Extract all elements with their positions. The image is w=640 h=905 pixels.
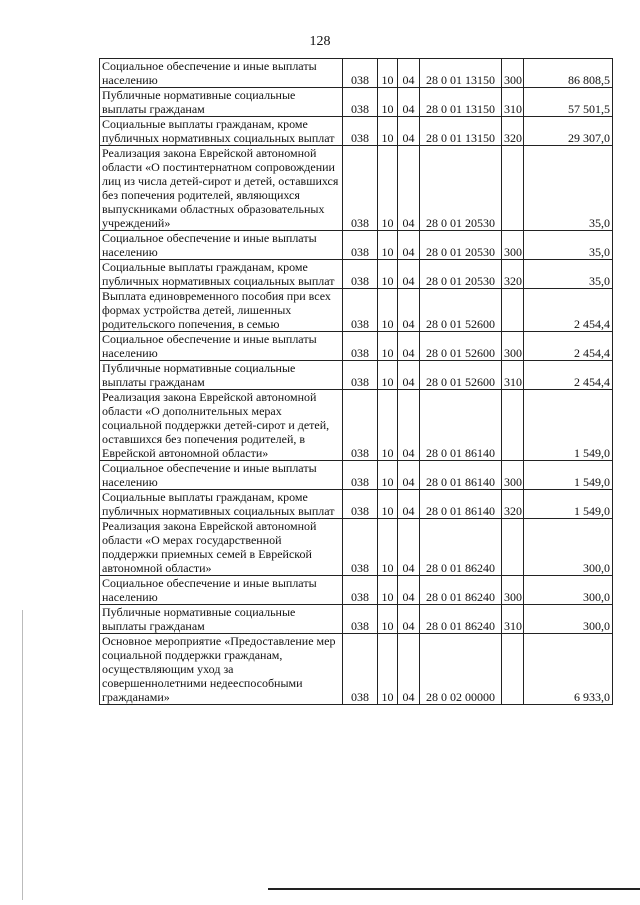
subsection-code-cell: 04 bbox=[398, 146, 420, 231]
section-code-cell: 10 bbox=[378, 289, 398, 332]
amount-cell: 1 549,0 bbox=[524, 461, 613, 490]
amount-cell: 35,0 bbox=[524, 146, 613, 231]
amount-cell: 2 454,4 bbox=[524, 332, 613, 361]
subsection-code-cell: 04 bbox=[398, 260, 420, 289]
program-code-cell: 28 0 01 52600 bbox=[420, 289, 502, 332]
table-row bbox=[100, 361, 613, 390]
expense-type-cell: 320 bbox=[502, 260, 524, 289]
budget-table bbox=[99, 58, 613, 705]
row-name-cell: Социальное обеспечение и иные выплаты населению bbox=[100, 59, 343, 88]
table-row bbox=[100, 519, 613, 576]
table-row bbox=[100, 59, 613, 88]
row-name-cell: Основное мероприятие «Предоставление мер социальной поддержки гражданам, осуществляющим уход за совершеннолетними недееспособными гражданами» bbox=[100, 634, 343, 705]
subsection-code-cell: 04 bbox=[398, 519, 420, 576]
row-name-cell: Публичные нормативные социальные выплаты гражданам bbox=[100, 88, 343, 117]
program-code-cell: 28 0 01 13150 bbox=[420, 59, 502, 88]
program-code-cell: 28 0 01 86240 bbox=[420, 519, 502, 576]
ministry-code-cell: 038 bbox=[343, 576, 378, 605]
section-code-cell: 10 bbox=[378, 390, 398, 461]
amount-cell: 86 808,5 bbox=[524, 59, 613, 88]
section-code-cell: 10 bbox=[378, 576, 398, 605]
expense-type-cell: 320 bbox=[502, 490, 524, 519]
program-code-cell: 28 0 01 52600 bbox=[420, 361, 502, 390]
table-row bbox=[100, 605, 613, 634]
section-code-cell: 10 bbox=[378, 634, 398, 705]
ministry-code-cell: 038 bbox=[343, 146, 378, 231]
section-code-cell: 10 bbox=[378, 605, 398, 634]
table-row bbox=[100, 490, 613, 519]
row-name-cell: Выплата единовременного пособия при всех формах устройства детей, лишенных родительского попечения, в семью bbox=[100, 289, 343, 332]
expense-type-cell: 300 bbox=[502, 461, 524, 490]
section-code-cell: 10 bbox=[378, 146, 398, 231]
ministry-code-cell: 038 bbox=[343, 390, 378, 461]
amount-cell: 6 933,0 bbox=[524, 634, 613, 705]
bottom-rule bbox=[268, 888, 640, 890]
ministry-code-cell: 038 bbox=[343, 490, 378, 519]
program-code-cell: 28 0 01 86240 bbox=[420, 576, 502, 605]
ministry-code-cell: 038 bbox=[343, 231, 378, 260]
expense-type-cell bbox=[502, 146, 524, 231]
row-name-cell: Публичные нормативные социальные выплаты гражданам bbox=[100, 605, 343, 634]
subsection-code-cell: 04 bbox=[398, 59, 420, 88]
table-row bbox=[100, 390, 613, 461]
ministry-code-cell: 038 bbox=[343, 519, 378, 576]
section-code-cell: 10 bbox=[378, 490, 398, 519]
ministry-code-cell: 038 bbox=[343, 59, 378, 88]
table-row bbox=[100, 117, 613, 146]
ministry-code-cell: 038 bbox=[343, 634, 378, 705]
subsection-code-cell: 04 bbox=[398, 361, 420, 390]
expense-type-cell: 300 bbox=[502, 59, 524, 88]
page-number: 128 bbox=[309, 34, 331, 49]
amount-cell: 2 454,4 bbox=[524, 289, 613, 332]
expense-type-cell bbox=[502, 289, 524, 332]
row-name-cell: Социальное обеспечение и иные выплаты населению bbox=[100, 461, 343, 490]
program-code-cell: 28 0 02 00000 bbox=[420, 634, 502, 705]
row-name-cell: Реализация закона Еврейской автономной области «О дополнительных мерах социальной поддержки детей-сирот и детей, оставшихся без попечения родителей, в Еврейской автономной области» bbox=[100, 390, 343, 461]
section-code-cell: 10 bbox=[378, 361, 398, 390]
section-code-cell: 10 bbox=[378, 260, 398, 289]
section-code-cell: 10 bbox=[378, 59, 398, 88]
row-name-cell: Социальные выплаты гражданам, кроме публичных нормативных социальных выплат bbox=[100, 117, 343, 146]
ministry-code-cell: 038 bbox=[343, 332, 378, 361]
scan-edge-line bbox=[22, 610, 23, 900]
program-code-cell: 28 0 01 13150 bbox=[420, 88, 502, 117]
subsection-code-cell: 04 bbox=[398, 88, 420, 117]
row-name-cell: Социальные выплаты гражданам, кроме публичных нормативных социальных выплат bbox=[100, 260, 343, 289]
subsection-code-cell: 04 bbox=[398, 231, 420, 260]
amount-cell: 35,0 bbox=[524, 260, 613, 289]
section-code-cell: 10 bbox=[378, 519, 398, 576]
row-name-cell: Социальное обеспечение и иные выплаты населению bbox=[100, 332, 343, 361]
expense-type-cell: 300 bbox=[502, 332, 524, 361]
section-code-cell: 10 bbox=[378, 117, 398, 146]
ministry-code-cell: 038 bbox=[343, 605, 378, 634]
subsection-code-cell: 04 bbox=[398, 576, 420, 605]
amount-cell: 300,0 bbox=[524, 605, 613, 634]
subsection-code-cell: 04 bbox=[398, 289, 420, 332]
subsection-code-cell: 04 bbox=[398, 332, 420, 361]
ministry-code-cell: 038 bbox=[343, 361, 378, 390]
subsection-code-cell: 04 bbox=[398, 461, 420, 490]
amount-cell: 300,0 bbox=[524, 576, 613, 605]
program-code-cell: 28 0 01 86140 bbox=[420, 490, 502, 519]
row-name-cell: Реализация закона Еврейской автономной области «О мерах государственной поддержки приемных семей в Еврейской автономной области» bbox=[100, 519, 343, 576]
expense-type-cell bbox=[502, 390, 524, 461]
subsection-code-cell: 04 bbox=[398, 634, 420, 705]
row-name-cell: Публичные нормативные социальные выплаты гражданам bbox=[100, 361, 343, 390]
table-row bbox=[100, 634, 613, 705]
ministry-code-cell: 038 bbox=[343, 117, 378, 146]
expense-type-cell: 320 bbox=[502, 117, 524, 146]
expense-type-cell bbox=[502, 634, 524, 705]
ministry-code-cell: 038 bbox=[343, 289, 378, 332]
table-row bbox=[100, 146, 613, 231]
program-code-cell: 28 0 01 86240 bbox=[420, 605, 502, 634]
subsection-code-cell: 04 bbox=[398, 605, 420, 634]
table-row bbox=[100, 332, 613, 361]
table-row bbox=[100, 260, 613, 289]
row-name-cell: Социальное обеспечение и иные выплаты населению bbox=[100, 231, 343, 260]
row-name-cell: Социальные выплаты гражданам, кроме публичных нормативных социальных выплат bbox=[100, 490, 343, 519]
table-row bbox=[100, 289, 613, 332]
subsection-code-cell: 04 bbox=[398, 390, 420, 461]
table-row bbox=[100, 576, 613, 605]
section-code-cell: 10 bbox=[378, 332, 398, 361]
ministry-code-cell: 038 bbox=[343, 461, 378, 490]
table-row bbox=[100, 461, 613, 490]
amount-cell: 300,0 bbox=[524, 519, 613, 576]
section-code-cell: 10 bbox=[378, 88, 398, 117]
expense-type-cell: 310 bbox=[502, 361, 524, 390]
amount-cell: 1 549,0 bbox=[524, 390, 613, 461]
amount-cell: 1 549,0 bbox=[524, 490, 613, 519]
expense-type-cell: 310 bbox=[502, 88, 524, 117]
expense-type-cell: 300 bbox=[502, 576, 524, 605]
section-code-cell: 10 bbox=[378, 461, 398, 490]
subsection-code-cell: 04 bbox=[398, 117, 420, 146]
subsection-code-cell: 04 bbox=[398, 490, 420, 519]
row-name-cell: Реализация закона Еврейской автономной области «О постинтернатном сопровождении лиц из числа детей-сирот и детей, оставшихся без попечения родителей, являющихся выпускниками областных образовательных учреждений» bbox=[100, 146, 343, 231]
amount-cell: 2 454,4 bbox=[524, 361, 613, 390]
table-row bbox=[100, 231, 613, 260]
program-code-cell: 28 0 01 52600 bbox=[420, 332, 502, 361]
amount-cell: 57 501,5 bbox=[524, 88, 613, 117]
expense-type-cell: 310 bbox=[502, 605, 524, 634]
program-code-cell: 28 0 01 20530 bbox=[420, 260, 502, 289]
program-code-cell: 28 0 01 86140 bbox=[420, 390, 502, 461]
program-code-cell: 28 0 01 13150 bbox=[420, 117, 502, 146]
row-name-cell: Социальное обеспечение и иные выплаты населению bbox=[100, 576, 343, 605]
amount-cell: 35,0 bbox=[524, 231, 613, 260]
ministry-code-cell: 038 bbox=[343, 88, 378, 117]
program-code-cell: 28 0 01 86140 bbox=[420, 461, 502, 490]
expense-type-cell bbox=[502, 519, 524, 576]
program-code-cell: 28 0 01 20530 bbox=[420, 231, 502, 260]
section-code-cell: 10 bbox=[378, 231, 398, 260]
amount-cell: 29 307,0 bbox=[524, 117, 613, 146]
table-row bbox=[100, 88, 613, 117]
expense-type-cell: 300 bbox=[502, 231, 524, 260]
ministry-code-cell: 038 bbox=[343, 260, 378, 289]
program-code-cell: 28 0 01 20530 bbox=[420, 146, 502, 231]
